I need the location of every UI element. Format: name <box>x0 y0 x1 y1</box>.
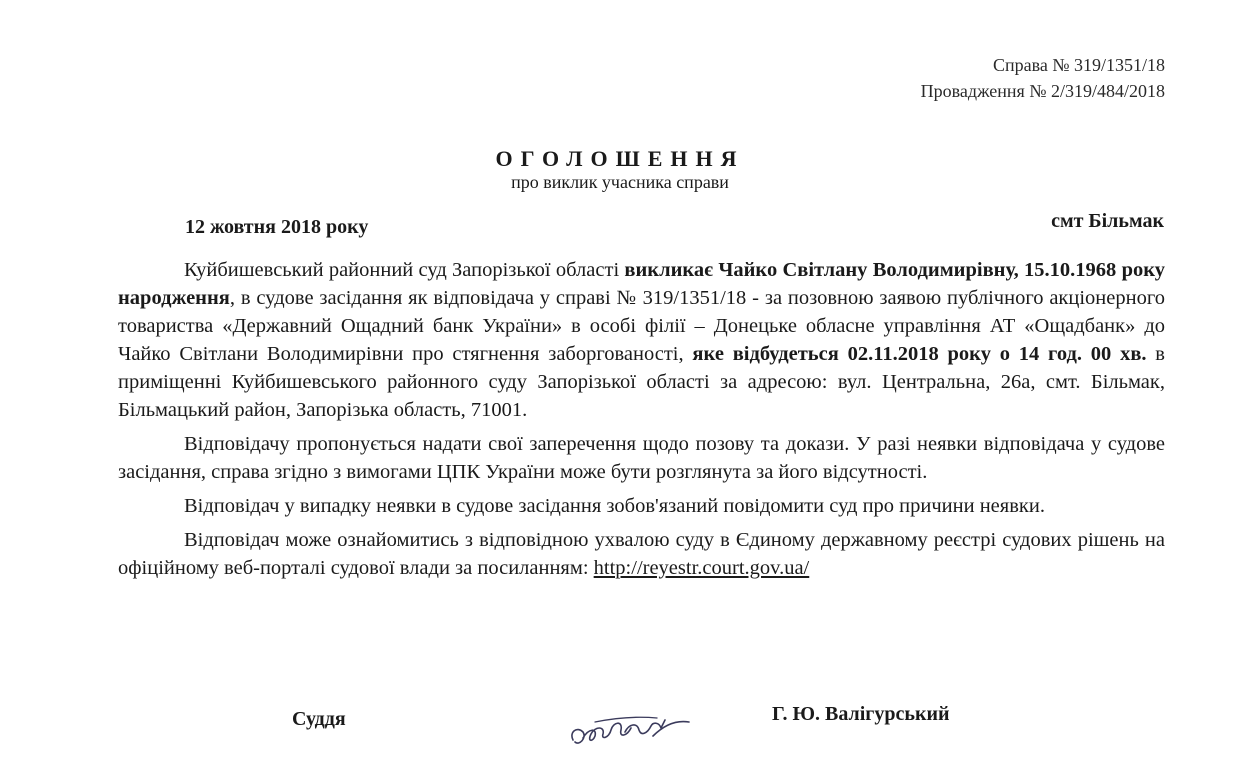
summons-case-text: , в судове засідання як відповідача у справі № 319/1351/18 - за позовною заявою публічного акціонерного товариства «Державний Ощадний банк України» в особі філії – Донецьке обласне управління АТ «Ощадбанк» до Чайко Світлани Володимирівни про стягнення заборгованості, <box>118 287 1165 365</box>
notice-place: смт Більмак <box>1051 210 1164 232</box>
paragraph-registry <box>118 526 1165 582</box>
judge-name: Г. Ю. Валігурський <box>772 703 950 725</box>
notice-title: ОГОЛОШЕННЯ <box>495 146 745 171</box>
case-number: Справа № 319/1351/18 <box>992 55 1165 75</box>
notice-body <box>118 256 1165 582</box>
registry-text: Відповідач може ознайомитись з відповідною ухвалою суду в Єдиному державному реєстрі судових рішень на офіційному веб-порталі судової влади за посиланням: <box>118 529 1165 579</box>
proceeding-number: Провадження № 2/319/484/2018 <box>920 81 1165 101</box>
judge-signature <box>565 702 695 754</box>
paragraph-absence-notice: Відповідач у випадку неявки в судове засідання зобов'язаний повідомити суд про причини неявки. <box>184 495 1045 517</box>
summons-person: викликає Чайко Світлану Володимирівну, 15.10.1968 року народження <box>118 259 1165 309</box>
paragraph-objections: Відповідачу пропонується надати свої заперечення щодо позову та докази. У разі неявки відповідача у судове засідання, справа згідно з вимогами ЦПК України може бути розглянута за його відсутності. <box>118 433 1165 483</box>
notice-date: 12 жовтня 2018 року <box>185 216 369 238</box>
registry-link[interactable]: http://reyestr.court.gov.ua/ <box>593 557 810 579</box>
case-meta <box>921 52 1165 104</box>
notice-subtitle: про виклик учасника справи <box>511 172 729 192</box>
judge-label: Суддя <box>292 708 346 730</box>
paragraph-summons <box>118 256 1165 424</box>
notice-heading <box>0 146 1240 192</box>
summons-hearing-time: яке відбудеться 02.11.2018 року о 14 год. 00 хв. <box>692 343 1147 365</box>
summons-address-text: в приміщенні Куйбишевського районного суду Запорізької області за адресою: вул. Центральна, 26а, смт. Більмак, Більмацький район, Запорізька область, 71001. <box>118 343 1165 421</box>
summons-court-text: Куйбишевський районний суд Запорізької області <box>184 259 625 281</box>
